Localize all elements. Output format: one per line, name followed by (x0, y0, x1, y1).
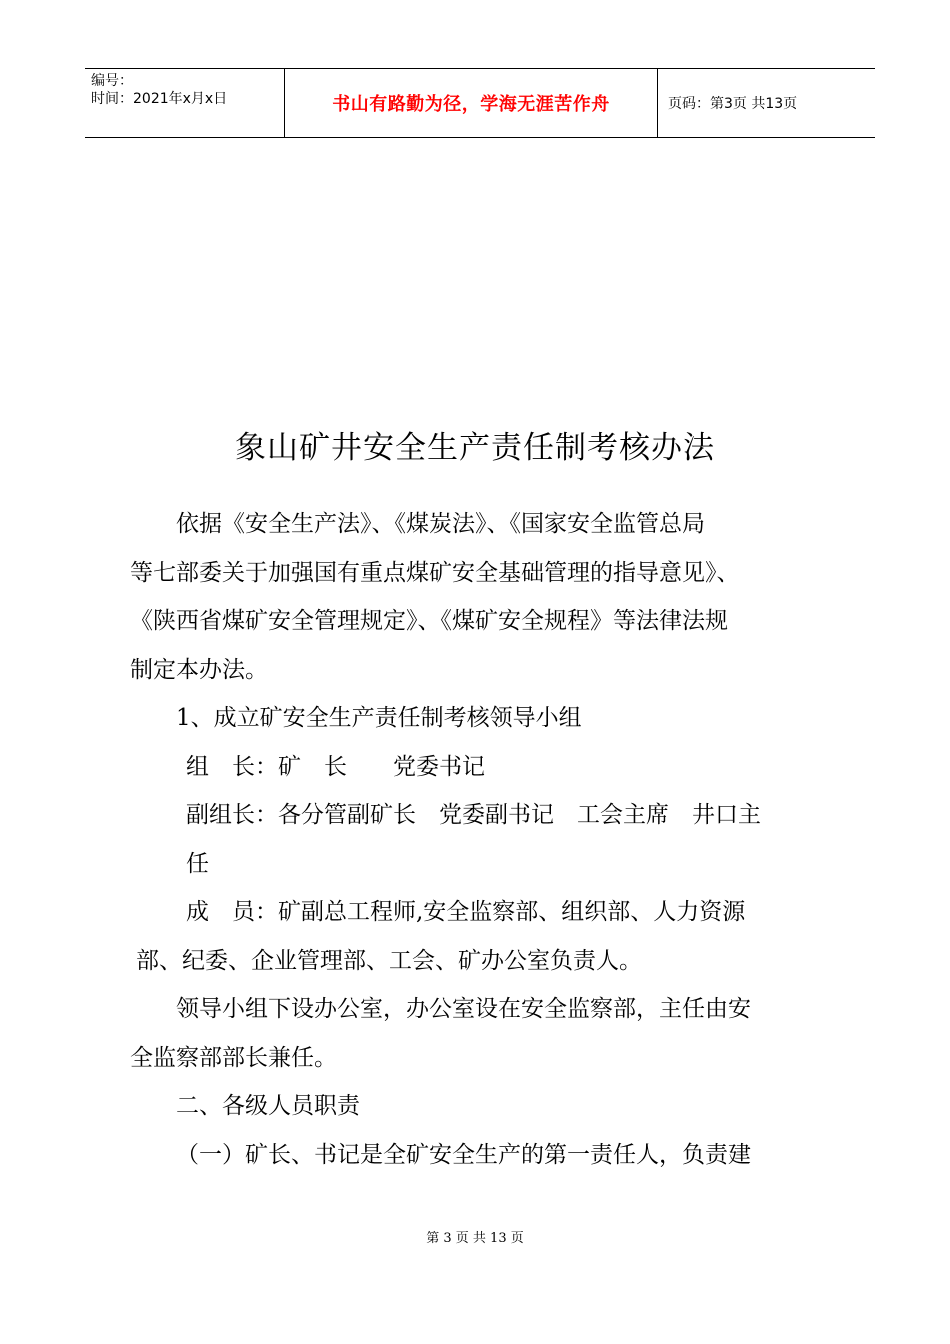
header-meta-cell (85, 69, 285, 137)
number-label: 编号： (91, 73, 133, 89)
page-footer: 第 3 页 共 13 页 (426, 1231, 524, 1246)
document-title: 象山矿井安全生产责任制考核办法 (235, 430, 715, 466)
intro-paragraph-line: 依据《安全生产法》、《煤炭法》、《国家安全监管总局 (176, 511, 705, 537)
vice-leader-line: 副组长：各分管副矿长 党委副书记 工会主席 井口主 (186, 802, 761, 828)
header-page-cell (658, 69, 875, 137)
document-body (130, 500, 830, 1179)
members-line: 部、纪委、企业管理部、工会、矿办公室负责人。 (136, 947, 642, 974)
time-label: 时间：2021年x月x日 (91, 91, 228, 107)
header-motto-cell (285, 69, 658, 137)
document-header (85, 68, 875, 138)
vice-leader-line: 任 (186, 850, 209, 877)
section2-heading: 二、各级人员职责 (176, 1093, 360, 1119)
motto-text: 书山有路勤为径，学海无涯苦作舟 (332, 94, 610, 115)
leader-line: 组 长：矿 长 党委书记 (186, 753, 485, 780)
header-page-label: 页码：第3页 共13页 (668, 96, 798, 112)
intro-paragraph-line: 制定本办法。 (130, 656, 268, 683)
duty-paragraph-line: （一）矿长、书记是全矿安全生产的第一责任人，负责建 (176, 1141, 751, 1168)
office-paragraph-line: 领导小组下设办公室，办公室设在安全监察部，主任由安 (176, 996, 751, 1022)
intro-paragraph-line: 《陕西省煤矿安全管理规定》、《煤矿安全规程》等法律法规 (130, 608, 728, 634)
intro-paragraph-line: 等七部委关于加强国有重点煤矿安全基础管理的指导意见》、 (130, 559, 740, 586)
section1-heading: 1、成立矿安全生产责任制考核领导小组 (176, 705, 582, 731)
office-paragraph-line: 全监察部部长兼任。 (130, 1044, 337, 1071)
members-line: 成 员：矿副总工程师,安全监察部、组织部、人力资源 (186, 899, 746, 925)
